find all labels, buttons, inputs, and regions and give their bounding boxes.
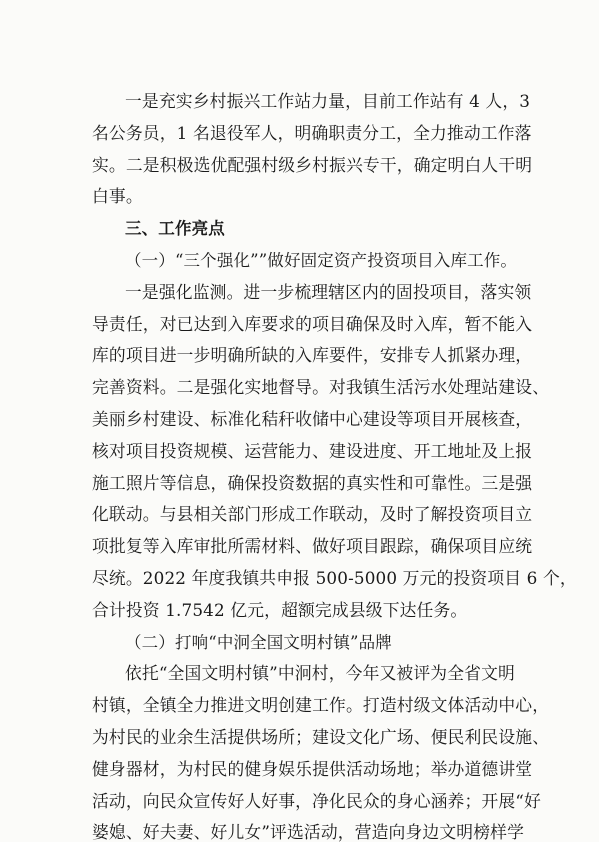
text-line: 依托“全国文明村镇”中泂村，今年又被评为全省文明 [125,663,515,684]
text-line: 尽统。2022 年度我镇共申报 500-5000 万元的投资项目 6 个， [92,567,577,588]
text-line: 化联动。与县相关部门形成工作联动，及时了解投资项目立 [92,504,533,525]
text-line: 为村民的业余生活提供场所；建设文化广场、便民利民设施、 [92,726,550,747]
text-line: 实。二是积极选优配强村级乡村振兴专干，确定明白人干明 [92,154,533,175]
text-line: 健身器材，为村民的健身娱乐提供活动场地；举办道德讲堂 [92,758,533,779]
document-body [92,86,577,842]
subheading-text: （一）“三个强化””做好固定资产投资项目入库工作。 [125,250,518,270]
text-line: 合计投资 1.7542 亿元，超额完成县级下达任务。 [92,599,468,620]
subsection-heading-2 [92,627,520,659]
text-line: 美丽乡村建设、标准化秸秆收储中心建设等项目开展核查， [92,408,533,429]
text-line: 名公务员，1 名退役军人，明确职责分工，全力推动工作落 [92,122,532,143]
text-line: 婆媳、好夫妻、好儿女”评选活动，营造向身边文明榜样学 [92,822,525,842]
text-line: 施工照片等信息，确保投资数据的真实性和可靠性。三是强 [92,472,533,493]
text-line: 完善资料。二是强化实地督导。对我镇生活污水处理站建设、 [92,377,550,398]
paragraph-investment [92,277,577,627]
text-line: 库的项目进一步明确所缺的入库要件，安排专人抓紧办理， [92,345,533,366]
text-line: 一是充实乡村振兴工作站力量，目前工作站有 4 人，3 [125,91,531,111]
heading-text: 三、工作亮点 [125,219,225,239]
section-heading [92,213,520,245]
text-line: 导责任，对已达到入库要求的项目确保及时入库，暂不能入 [92,313,533,334]
subheading-text: （二）打响“中泂全国文明村镇”品牌 [125,632,392,652]
text-line: 白事。 [92,186,143,207]
text-line: 项批复等入库审批所需材料、做好项目跟踪，确保项目应统 [92,536,533,557]
subsection-heading-1 [92,245,520,277]
paragraph-staffing [92,86,533,213]
text-line: 一是强化监测。进一步梳理辖区内的固投项目，落实领 [125,281,532,302]
text-line: 活动，向民众宣传好人好事，净化民众的身心涵养；开展“好 [92,790,541,811]
paragraph-civilization [92,658,550,842]
text-line: 村镇，全镇全力推进文明创建工作。打造村级文体活动中心， [92,695,550,716]
text-line: 核对项目投资规模、运营能力、建设进度、开工地址及上报 [92,440,533,461]
